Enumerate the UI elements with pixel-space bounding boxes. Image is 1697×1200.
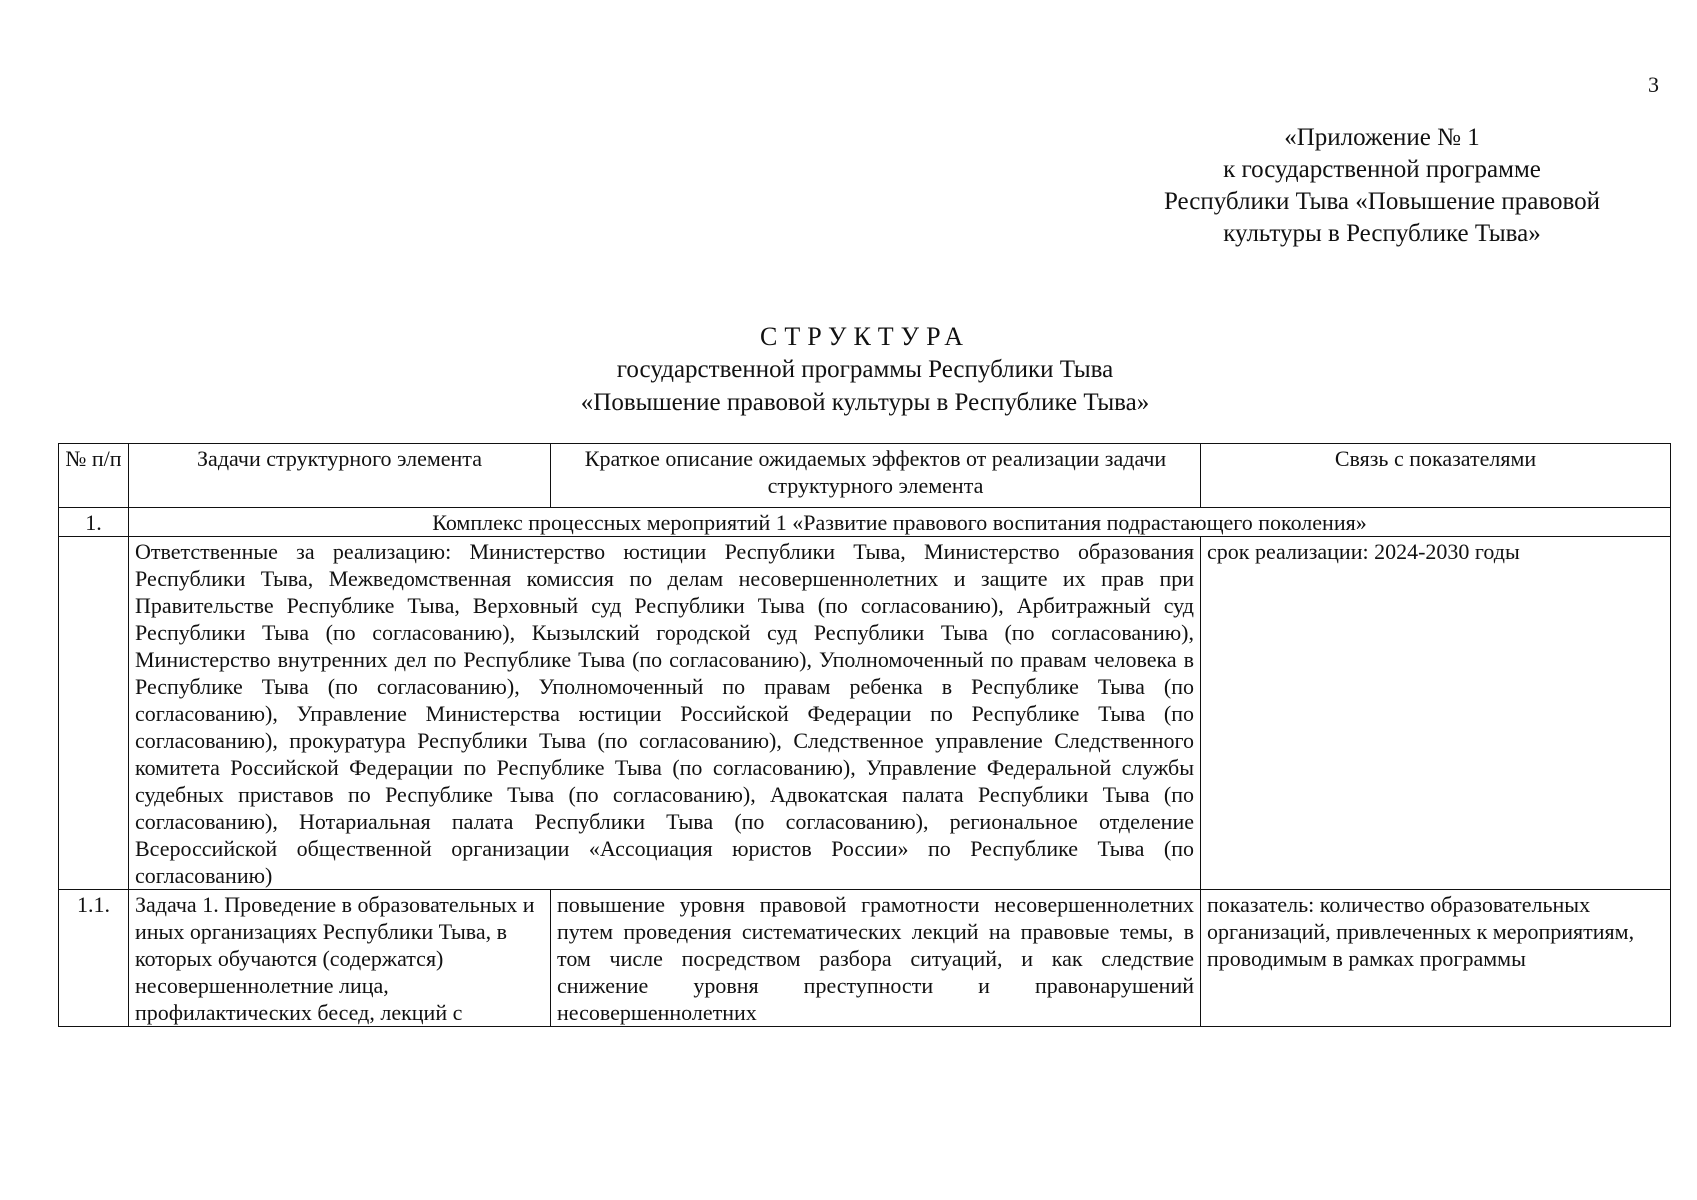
section-row	[59, 508, 1671, 537]
header-link: Связь с показателями	[1201, 444, 1671, 508]
responsible-row	[59, 537, 1671, 890]
appendix-line: культуры в Республике Тыва»	[1223, 220, 1541, 247]
page-number: 3	[1648, 72, 1659, 97]
row-effect: повышение уровня правовой грамотности несовершеннолетних путем проведения систематических лекций на правовые темы, в том числе посредством разбора ситуаций, и как следствие снижение уровня преступности и правонарушений несовершеннолетних	[551, 890, 1201, 1027]
responsible-num-empty	[59, 537, 129, 890]
title-line-2: государственной программы Республики Тыва	[616, 356, 1114, 383]
section-title: Комплекс процессных мероприятий 1 «Развитие правового воспитания подрастающего поколения»	[129, 508, 1671, 537]
table-header-row	[59, 444, 1671, 508]
responsible-text: Ответственные за реализацию: Министерство юстиции Республики Тыва, Министерство образования Республики Тыва, Межведомственная комиссия по делам несовершеннолетних и защите их прав при Правительстве Республике Тыва, Верховный суд Республики Тыва (по согласованию), Арбитражный суд Республики Тыва (по согласованию), Кызылский городской суд Республики Тыва (по согласованию), Министерство внутренних дел по Республике Тыва (по согласованию), Уполномоченный по правам человека в Республике Тыва (по согласованию), Уполномоченный по правам ребенка в Республике Тыва (по согласованию), Управление Министерства юстиции Российской Федерации по Республике Тыва (по согласованию), прокуратура Республики Тыва (по согласованию), Следственное управление Следственного комитета Российской Федерации по Республике Тыва (по согласованию), Управление Федеральной службы судебных приставов по Республике Тыва (по согласованию), Адвокатская палата Республики Тыва (по согласованию), Нотариальная палата Республики Тыва (по согласованию), региональное отделение Всероссийской общественной организации «Ассоциация юристов России» по Республике Тыва (по согласованию)	[129, 537, 1201, 890]
row-indicator: показатель: количество образовательных организаций, привлеченных к мероприятиям, проводимым в рамках программы	[1201, 890, 1671, 1027]
document-title	[340, 320, 1390, 419]
row-num: 1.1.	[59, 890, 129, 1027]
appendix-line: Республики Тыва «Повышение правовой	[1163, 188, 1601, 215]
table-row	[59, 890, 1671, 1027]
row-task: Задача 1. Проведение в образовательных и иных организациях Республики Тыва, в которых обучаются (содержатся) несовершеннолетние лица, профилактических бесед, лекций с	[129, 890, 551, 1027]
responsible-term: срок реализации: 2024-2030 годы	[1201, 537, 1671, 890]
title-main: СТРУКТУРА	[760, 322, 970, 351]
appendix-line: к государственной программе	[1223, 156, 1541, 183]
header-effects: Краткое описание ожидаемых эффектов от реализации задачи структурного элемента	[551, 444, 1201, 508]
structure-table	[58, 443, 1671, 1027]
section-num: 1.	[59, 508, 129, 537]
title-line-3: «Повышение правовой культуры в Республике Тыва»	[580, 389, 1150, 416]
appendix-line: «Приложение № 1	[1284, 124, 1480, 151]
header-num: № п/п	[59, 444, 129, 508]
appendix-heading	[1112, 122, 1652, 250]
header-tasks: Задачи структурного элемента	[129, 444, 551, 508]
